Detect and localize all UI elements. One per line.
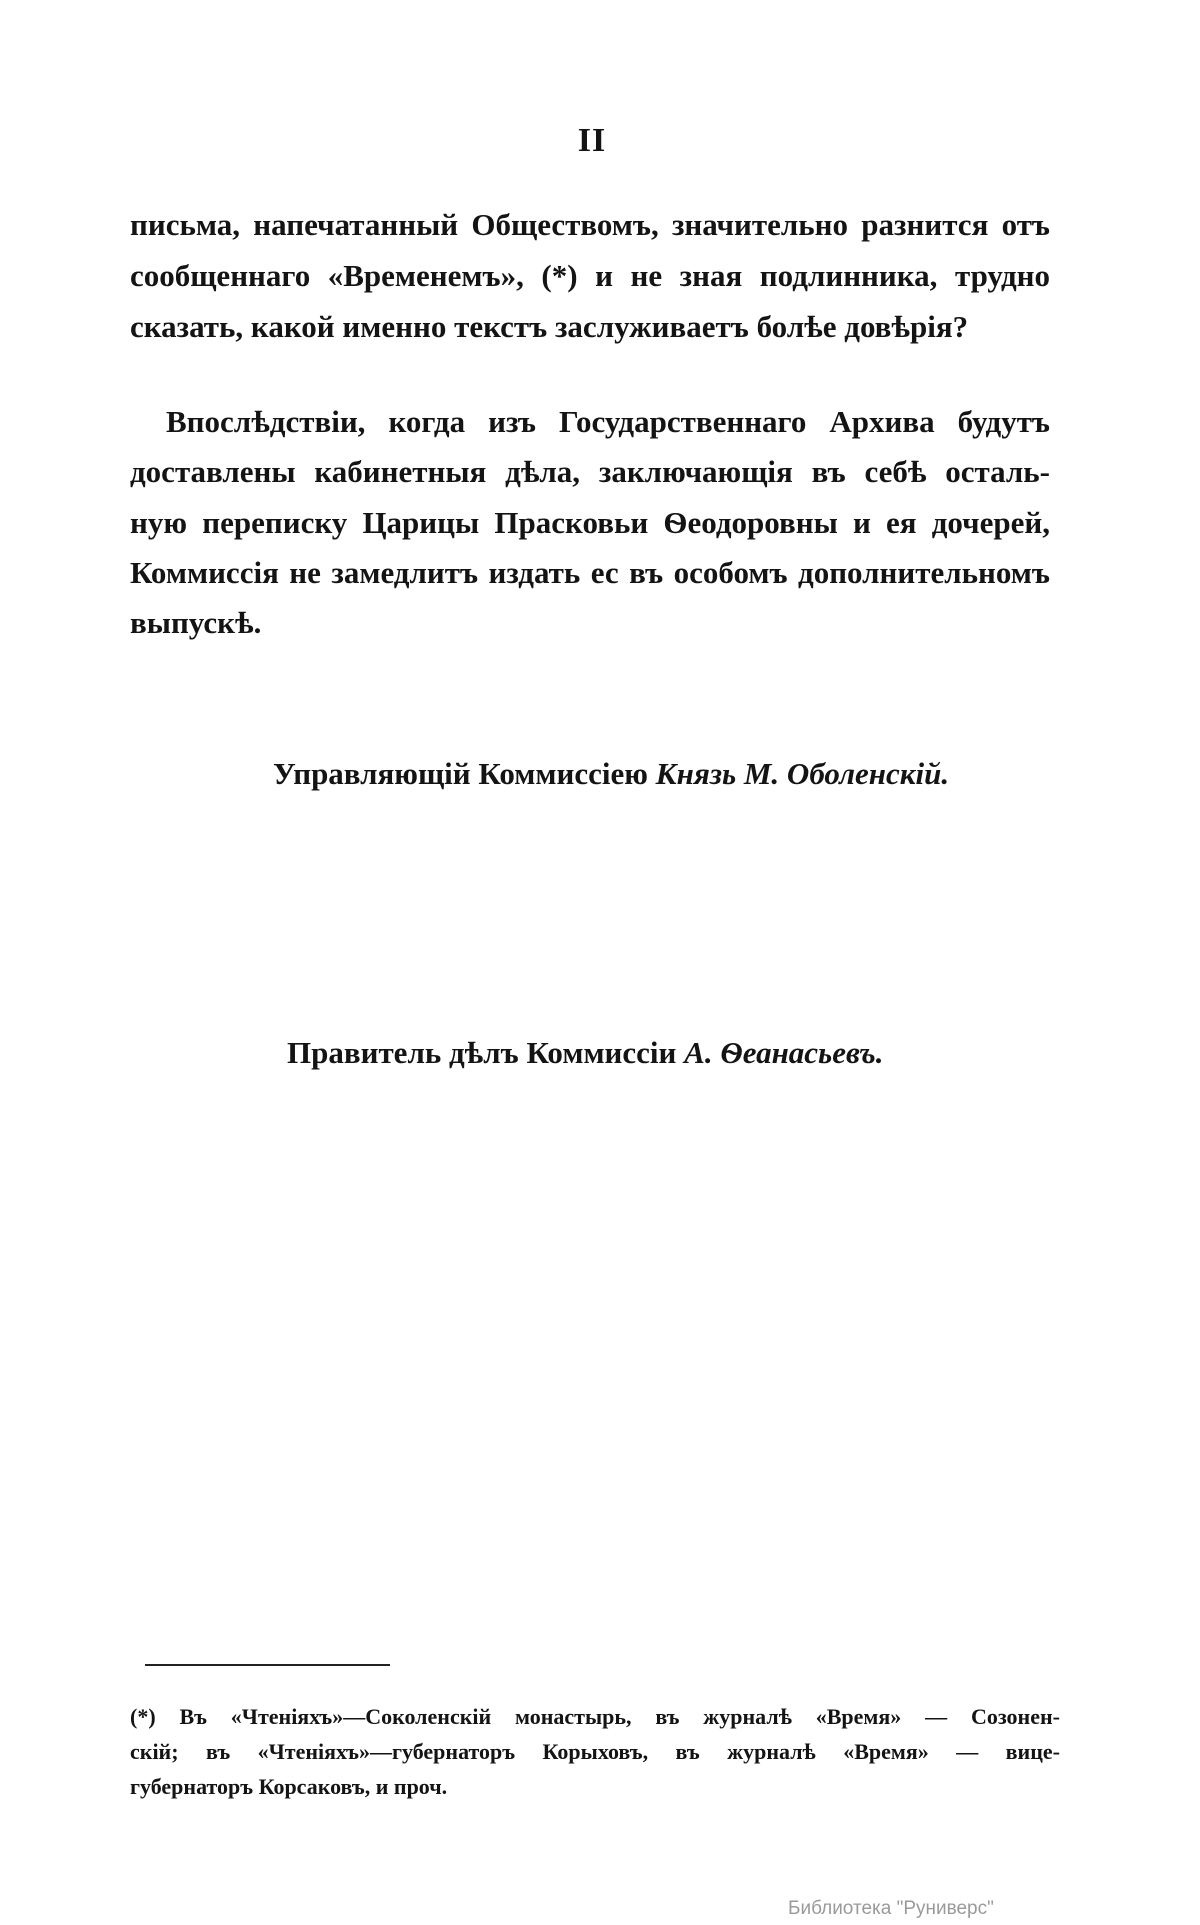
page-number: II: [577, 122, 607, 159]
signature-manager: [273, 754, 949, 794]
text-line: доставлены кабинетныя дѣла, заключающія въ себѣ осталь-: [130, 454, 1050, 489]
signature-title: Управляющій Коммиссіею: [273, 756, 648, 791]
signature-name: Князь М. Оболенскій.: [655, 756, 950, 791]
library-watermark: Библиотека "Руниверс": [788, 1898, 994, 1919]
footnote-line: губернаторъ Корсаковъ, и проч.: [130, 1774, 448, 1799]
footnote-line: скій; въ «Чтеніяхъ»—губернаторъ Корыховъ, въ журналѣ «Время» — вице-: [130, 1739, 1060, 1764]
signature-title: Правитель дѣлъ Коммиссіи: [287, 1035, 677, 1070]
footnote-line: (*) Въ «Чтеніяхъ»—Соколенскій монастырь, въ журналѣ «Время» — Созонен-: [130, 1704, 1060, 1729]
text-line: выпускѣ.: [130, 605, 262, 640]
signature-name: А. Ѳеанасьевъ.: [684, 1035, 884, 1070]
footnote-divider: [145, 1664, 390, 1666]
text-line: Впослѣдствіи, когда изъ Государственнаго Архива будутъ: [166, 404, 1050, 439]
text-line: Коммиссія не замедлитъ издать ес въ особомъ дополнительномъ: [130, 555, 1050, 590]
text-line: сказать, какой именно текстъ заслуживаетъ болѣе довѣрія?: [130, 309, 969, 344]
signature-secretary: [287, 1033, 884, 1073]
text-line: ную переписку Царицы Прасковьи Ѳеодоровны и ея дочерей,: [130, 505, 1050, 540]
text-line: сообщеннаго «Временемъ», (*) и не зная подлинника, трудно: [130, 258, 1050, 293]
text-line: письма, напечатанный Обществомъ, значительно разнится отъ: [130, 207, 1050, 242]
